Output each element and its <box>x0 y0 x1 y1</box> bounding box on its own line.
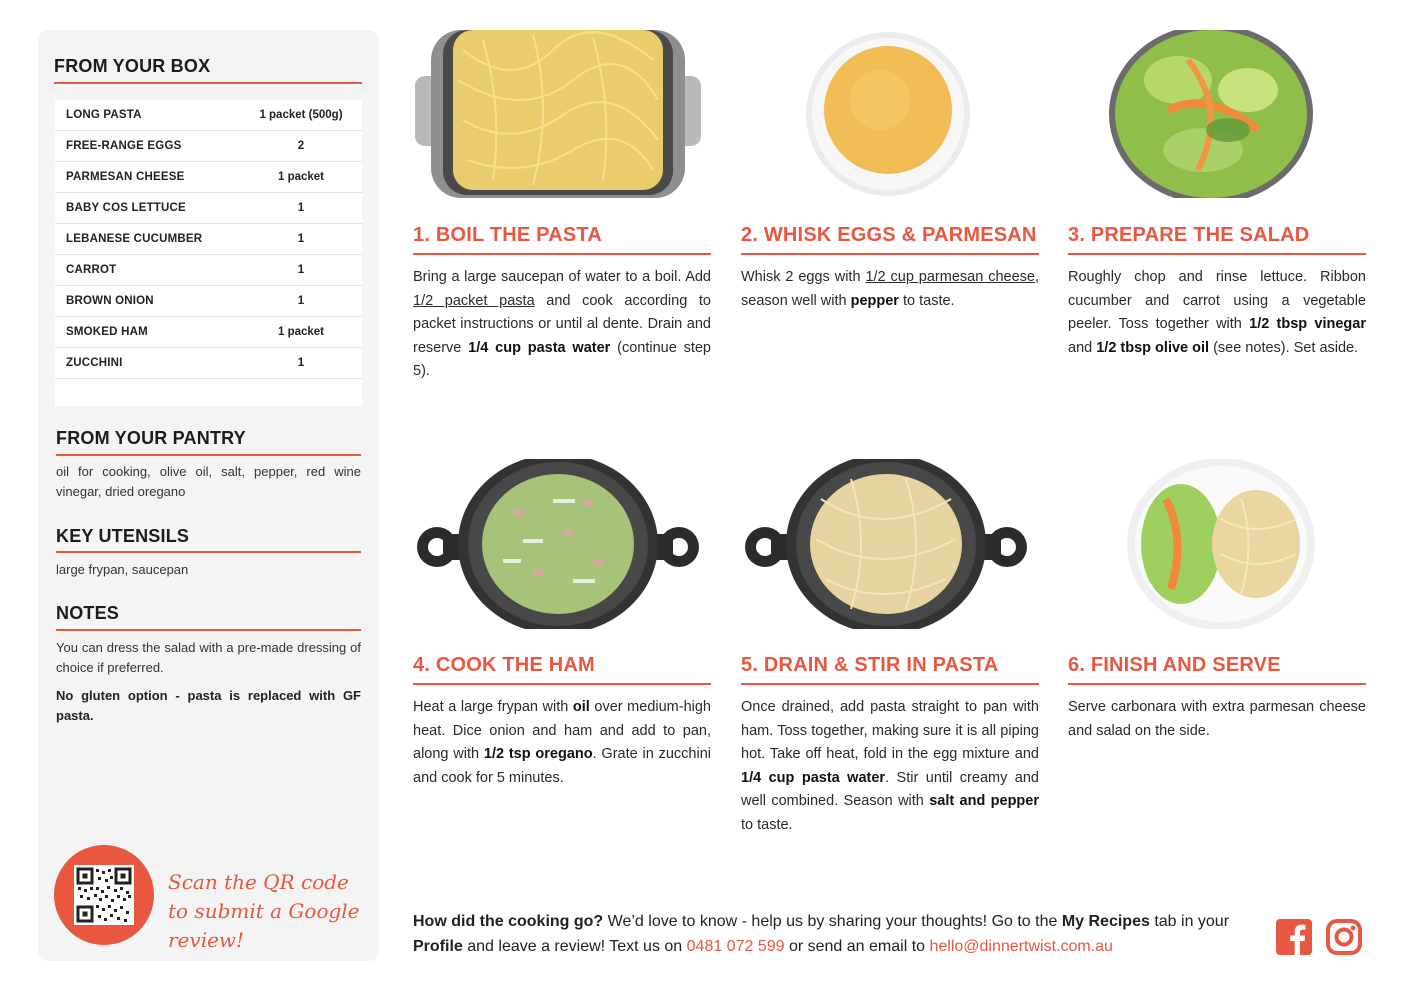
table-row <box>55 193 362 224</box>
utensils-text: large frypan, saucepan <box>56 562 189 577</box>
facebook-icon[interactable] <box>1276 919 1312 955</box>
qr-badge <box>54 845 154 945</box>
ingredient-qty: 1 packet <box>277 326 325 338</box>
ingredient-qty: 1 <box>297 295 305 307</box>
pantry-heading: FROM YOUR PANTRY <box>56 428 246 448</box>
divider <box>1068 253 1366 255</box>
divider <box>413 253 711 255</box>
instagram-icon[interactable] <box>1326 919 1362 955</box>
email-link[interactable]: hello@dinnertwist.com.au <box>929 938 1113 955</box>
step-3-title: 3. PREPARE THE SALAD <box>1068 224 1310 246</box>
step-4-text: Heat a large frypan with oil over medium-high heat. Dice onion and ham and add to pan, along with 1/2 tsp oregano. Grate in zucchini and cook for 5 minutes. <box>413 699 711 786</box>
step-5-title: 5. DRAIN & STIR IN PASTA <box>741 654 999 676</box>
ham-pan-image <box>413 459 703 629</box>
review-prompt: How did the cooking go? We’d love to know - help us by sharing your thoughts! Go to the My Recipes tab in your Profile and leave a review! Text us on 0481 072 599 or send an email to hello@dinnertwist.com.au <box>413 913 1230 955</box>
ingredient-name: LONG PASTA <box>66 109 142 121</box>
qr-code-icon <box>74 865 134 925</box>
pantry-text: oil for cooking, olive oil, salt, pepper, red wine vinegar, dried oregano <box>56 464 361 499</box>
step-1-text: Bring a large saucepan of water to a boil. Add 1/2 packet pasta and cook according to packet instructions or until al dente. Drain and reserve 1/4 cup pasta water (continue step 5). <box>413 269 711 379</box>
utensils-heading: KEY UTENSILS <box>56 526 190 546</box>
table-row <box>55 255 362 286</box>
table-row <box>55 286 362 317</box>
gluten-note: No gluten option - pasta is replaced with GF pasta. <box>56 688 361 723</box>
ingredient-qty: 1 packet (500g) <box>259 109 343 121</box>
divider <box>413 683 711 685</box>
plated-carbonara-image <box>1126 459 1316 629</box>
step-2-text: Whisk 2 eggs with 1/2 cup parmesan cheese, season well with pepper to taste. <box>741 269 1039 309</box>
ingredient-name: BROWN ONION <box>66 295 154 307</box>
ingredient-qty: 1 <box>297 202 305 214</box>
ingredient-qty: 1 packet <box>277 171 325 183</box>
ingredient-name: SMOKED HAM <box>66 326 148 338</box>
divider <box>1068 683 1366 685</box>
divider <box>56 454 361 456</box>
ingredient-qty: 1 <box>297 357 305 369</box>
table-row <box>55 317 362 348</box>
step-6-text: Serve carbonara with extra parmesan cheese and salad on the side. <box>1068 699 1366 739</box>
salad-bowl-image <box>1108 30 1314 198</box>
ingredient-name: FREE-RANGE EGGS <box>66 140 182 152</box>
carbonara-pan-image <box>741 459 1031 629</box>
ingredient-qty: 2 <box>297 140 305 152</box>
table-row <box>55 348 362 379</box>
step-3-text: Roughly chop and rinse lettuce. Ribbon cucumber and carrot using a vegetable peeler. Toss together with 1/2 tbsp vinegar and 1/2 tbsp olive oil (see notes). Set aside. <box>1068 269 1366 356</box>
step-6-title: 6. FINISH AND SERVE <box>1068 654 1281 676</box>
divider <box>56 551 361 553</box>
step-2-title: 2. WHISK EGGS & PARMESAN <box>741 224 1037 246</box>
ingredient-name: ZUCCHINI <box>66 357 123 369</box>
qr-caption: Scan the QR code to submit a Google review! <box>168 870 360 952</box>
ingredients-table <box>55 100 362 406</box>
divider <box>741 683 1039 685</box>
ingredient-qty: 1 <box>297 264 305 276</box>
ingredient-name: LEBANESE CUCUMBER <box>66 233 203 245</box>
ingredient-name: CARROT <box>66 264 117 276</box>
ingredient-name: BABY COS LETTUCE <box>66 202 186 214</box>
table-row <box>55 162 362 193</box>
table-row <box>55 131 362 162</box>
phone-link[interactable]: 0481 072 599 <box>686 938 785 955</box>
pasta-pot-image <box>413 30 703 198</box>
ingredient-qty: 1 <box>297 233 305 245</box>
divider <box>54 82 362 84</box>
ingredient-name: PARMESAN CHEESE <box>66 171 185 183</box>
divider <box>741 253 1039 255</box>
table-row <box>55 224 362 255</box>
egg-bowl-image <box>804 30 974 198</box>
sidebar <box>38 30 379 961</box>
box-heading: FROM YOUR BOX <box>54 56 211 76</box>
step-1-title: 1. BOIL THE PASTA <box>413 224 602 246</box>
notes-heading: NOTES <box>56 603 120 623</box>
step-4-title: 4. COOK THE HAM <box>413 654 595 676</box>
divider <box>56 629 361 631</box>
step-5-text: Once drained, add pasta straight to pan with ham. Toss together, making sure it is all piping hot. Take off heat, fold in the egg mixture and 1/4 cup pasta water. Stir until creamy and well combined. Season with salt and pepper to taste. <box>741 699 1039 833</box>
table-row <box>55 100 362 131</box>
notes-text: You can dress the salad with a pre-made dressing of choice if preferred. <box>56 640 361 675</box>
